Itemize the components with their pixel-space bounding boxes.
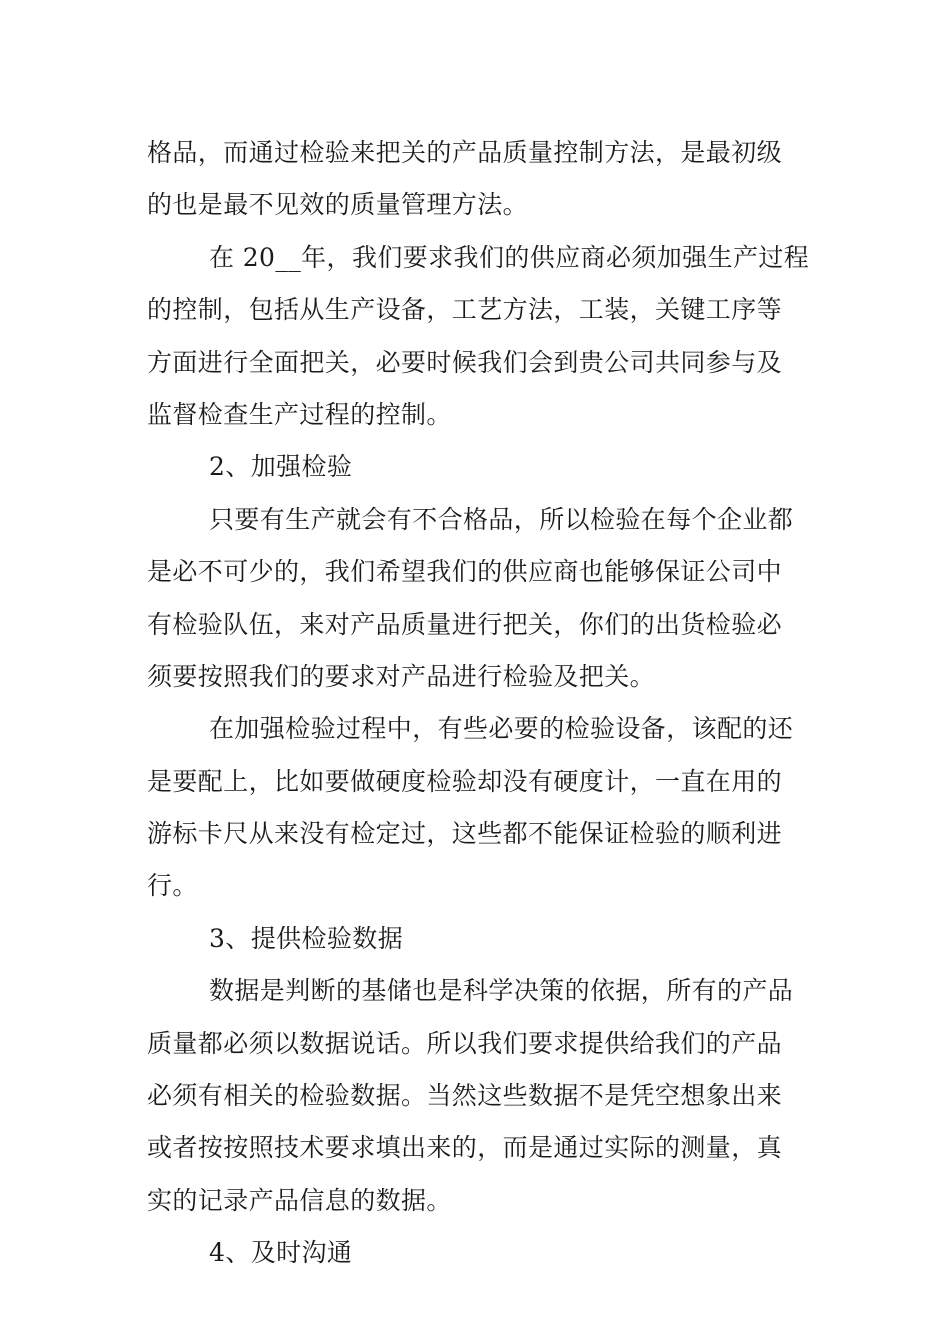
paragraph-line: 在加强检验过程中，有些必要的检验设备，该配的还 xyxy=(209,714,794,744)
paragraph-line: 格品，而通过检验来把关的产品质量控制方法，是最初级 xyxy=(147,138,783,167)
paragraph-line: 的控制，包括从生产设备，工艺方法，工装，关键工序等 xyxy=(147,295,783,325)
section-heading: 4、及时沟通 xyxy=(209,1238,353,1268)
section-heading: 3、提供检验数据 xyxy=(209,923,404,953)
paragraph-line: 须要按照我们的要求对产品进行检验及把关。 xyxy=(147,661,656,691)
paragraph-line: 游标卡尺从来没有检定过，这些都不能保证检验的顺利进 xyxy=(147,819,783,849)
paragraph-line: 实的记录产品信息的数据。 xyxy=(147,1185,452,1215)
paragraph-line: 质量都必须以数据说话。所以我们要求提供给我们的产品 xyxy=(147,1028,783,1058)
document-body xyxy=(147,127,810,1280)
paragraph-line: 只要有生产就会有不合格品，所以检验在每个企业都 xyxy=(209,504,794,534)
paragraph-line: 必须有相关的检验数据。当然这些数据不是凭空想象出来 xyxy=(147,1081,783,1111)
paragraph-line: 行。 xyxy=(147,871,198,901)
section-heading: 2、加强检验 xyxy=(209,452,353,482)
paragraph-line: 的也是最不见效的质量管理方法。 xyxy=(147,190,529,220)
paragraph-line: 或者按按照技术要求填出来的，而是通过实际的测量，真 xyxy=(147,1133,783,1163)
paragraph-line: 数据是判断的基储也是科学决策的依据，所有的产品 xyxy=(209,976,794,1006)
paragraph-line: 监督检查生产过程的控制。 xyxy=(147,399,452,429)
paragraph-line: 是要配上，比如要做硬度检验却没有硬度计，一直在用的 xyxy=(147,766,783,796)
paragraph-line: 是必不可少的，我们希望我们的供应商也能够保证公司中 xyxy=(147,557,783,587)
paragraph-line: 方面进行全面把关，必要时候我们会到贵公司共同参与及 xyxy=(147,347,783,377)
paragraph-line: 在 20__年，我们要求我们的供应商必须加强生产过程 xyxy=(209,242,810,272)
paragraph-line: 有检验队伍，来对产品质量进行把关，你们的出货检验必 xyxy=(147,609,783,639)
